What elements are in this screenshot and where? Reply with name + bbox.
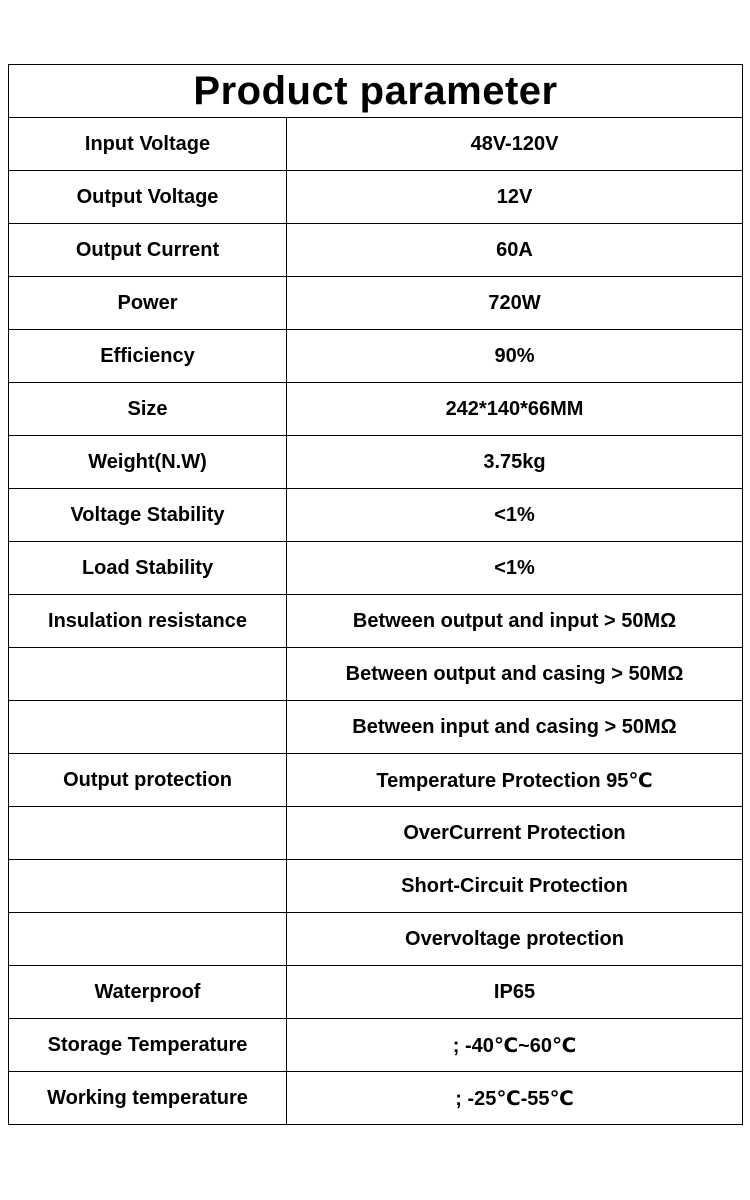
- param-value: 90%: [287, 330, 743, 383]
- table-row: [9, 595, 743, 648]
- param-label: Voltage Stability: [9, 489, 287, 542]
- table-row: [9, 754, 743, 807]
- table-row: [9, 118, 743, 171]
- table-row: [9, 648, 743, 701]
- param-value: Short-Circuit Protection: [287, 860, 743, 913]
- table-row: [9, 1019, 743, 1072]
- param-value: Temperature Protection 95℃: [287, 754, 743, 807]
- param-value: <1%: [287, 542, 743, 595]
- param-value: Between output and casing > 50MΩ: [287, 648, 743, 701]
- param-label: [9, 701, 287, 754]
- param-value: 48V-120V: [287, 118, 743, 171]
- param-value: ; -40℃~60℃: [287, 1019, 743, 1072]
- param-value: Between output and input > 50MΩ: [287, 595, 743, 648]
- param-value: OverCurrent Protection: [287, 807, 743, 860]
- param-label: Waterproof: [9, 966, 287, 1019]
- table-row: [9, 330, 743, 383]
- table-row: [9, 966, 743, 1019]
- param-value: 242*140*66MM: [287, 383, 743, 436]
- table-row: [9, 913, 743, 966]
- param-label: Input Voltage: [9, 118, 287, 171]
- param-label: Output protection: [9, 754, 287, 807]
- table-row: [9, 383, 743, 436]
- param-label: [9, 807, 287, 860]
- param-value: 12V: [287, 171, 743, 224]
- table-body: [9, 65, 743, 1125]
- param-label: [9, 860, 287, 913]
- table-row: [9, 1072, 743, 1125]
- table-row: [9, 860, 743, 913]
- table-row: [9, 224, 743, 277]
- param-label: Working temperature: [9, 1072, 287, 1125]
- param-value: Overvoltage protection: [287, 913, 743, 966]
- param-label: [9, 913, 287, 966]
- table-title: Product parameter: [9, 65, 743, 118]
- param-label: Weight(N.W): [9, 436, 287, 489]
- param-label: Output Voltage: [9, 171, 287, 224]
- table-row: [9, 436, 743, 489]
- param-label: Efficiency: [9, 330, 287, 383]
- param-label: Size: [9, 383, 287, 436]
- param-label: Storage Temperature: [9, 1019, 287, 1072]
- param-label: Power: [9, 277, 287, 330]
- param-value: Between input and casing > 50MΩ: [287, 701, 743, 754]
- param-value: 60A: [287, 224, 743, 277]
- param-value: 3.75kg: [287, 436, 743, 489]
- table-row: [9, 542, 743, 595]
- param-label: Output Current: [9, 224, 287, 277]
- param-value: IP65: [287, 966, 743, 1019]
- param-value: 720W: [287, 277, 743, 330]
- table-row: [9, 807, 743, 860]
- table-row: [9, 701, 743, 754]
- product-parameter-table: [8, 64, 743, 1125]
- param-label: [9, 648, 287, 701]
- param-value: <1%: [287, 489, 743, 542]
- param-label: Insulation resistance: [9, 595, 287, 648]
- param-value: ; -25℃-55℃: [287, 1072, 743, 1125]
- table-row: [9, 171, 743, 224]
- param-label: Load Stability: [9, 542, 287, 595]
- table-row: [9, 277, 743, 330]
- title-row: [9, 65, 743, 118]
- table-row: [9, 489, 743, 542]
